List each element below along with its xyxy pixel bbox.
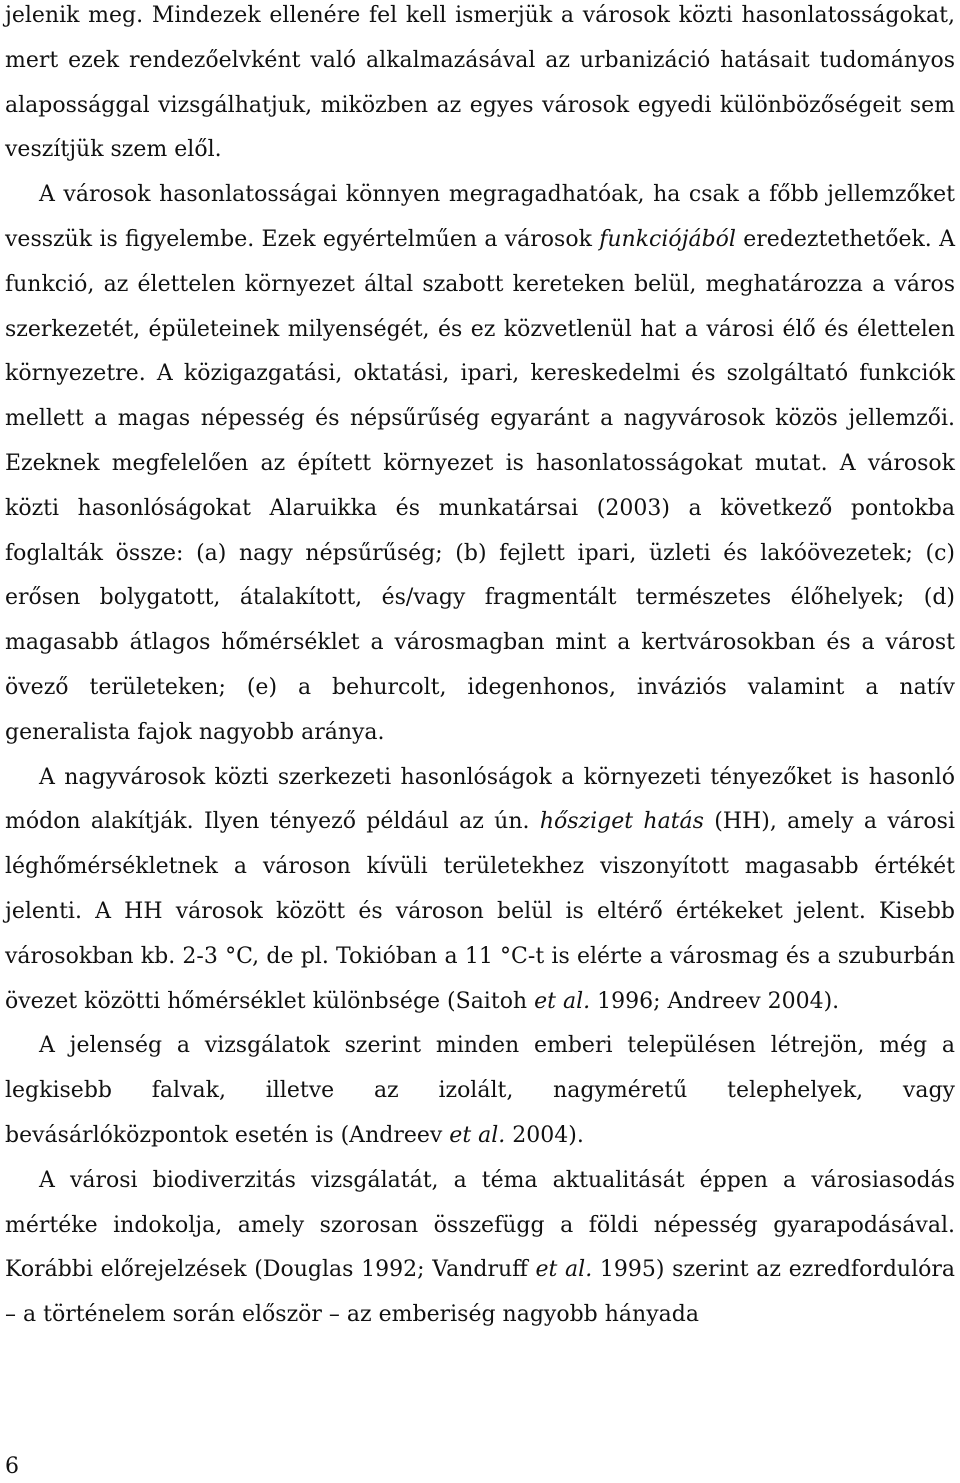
emphasis-text: et al. — [449, 1122, 506, 1148]
paragraph-heat-island — [5, 756, 955, 1025]
text-run: 2004). — [505, 1122, 584, 1148]
paragraph-urban-biodiversity — [5, 1159, 955, 1338]
emphasis-text: hősziget hatás — [539, 809, 704, 835]
emphasis-text: et al. — [535, 1257, 593, 1283]
text-run: 1995) szerint az ezredfordulóra – a történelem során először – az emberiség nagyobb hányada — [5, 1257, 956, 1328]
document-body — [5, 0, 955, 1338]
text-run: jelenik meg. Mindezek ellenére fel kell ismerjük a városok közti hasonlatosságokat, mert ezek rendezőelvként való alkalmazásával az urbanizáció hatásait tudományos alapossággal vizsgálhatjuk, miközben az egyes városok egyedi különbözőségeit sem veszítjük szem elől. — [5, 3, 955, 163]
text-run: A nagyvárosok közti szerkezeti hasonlóságok a környezeti tényezőket is hasonló módon alakítják. Ilyen tényező például az ún. — [5, 764, 955, 835]
emphasis-text: et al. — [534, 988, 591, 1014]
paragraph-continuation — [5, 0, 955, 173]
paragraph-city-similarities — [5, 173, 955, 755]
text-run: A városok hasonlatosságai könnyen megragadhatóak, ha csak a főbb jellemzőket vesszük is figyelembe. Ezek egyértelműen a városok — [5, 182, 955, 252]
emphasis-text: funkciójából — [599, 226, 736, 252]
text-run: eredeztethetőek. A funkció, az élettelen környezet által szabott kereteken belül, meghatározza a város szerkezetét, épületeinek milyenségét, és ez közvetlenül hat a városi élő és élettelen környezetre. A közigazgatási, oktatási, ipari, kereskedelmi és szolgáltató funkciók mellett a magas népesség és népsűrűség egyaránt a nagyvárosok közös jellemzői. Ezeknek megfelelően az épített környezet is hasonlatosságokat mutat. A városok közti hasonlóságokat Alaruikka és munkatársai (2003) a következő pontokba foglalták össze: (a) nagy népsűrűség; (b) fejlett ipari, üzleti és lakóövezetek; (c) erősen bolygatott, átalakított, és/vagy fragmentált természetes élőhelyek; (d) magasabb átlagos hőmérséklet a városmagban mint a kertvárosokban és a várost övező területeken; (e) a behurcolt, idegenhonos, inváziós valamint a natív generalista fajok nagyobb aránya. — [5, 226, 955, 745]
text-run: A jelenség a vizsgálatok szerint minden emberi településen létrejön, még a legkisebb falvak, illetve az izolált, nagyméretű telephelyek, vagy bevásárlóközpontok esetén is (Andreev — [5, 1033, 955, 1148]
text-run: A városi biodiverzitás vizsgálatát, a téma aktualitását éppen a városiasodás mértéke indokolja, amely szorosan összefügg a földi népesség gyarapodásával. Korábbi előrejelzések (Douglas 1992; Vandruff — [5, 1167, 955, 1283]
text-run: (HH), amely a városi léghőmérsékletnek a városon kívüli területekhez viszonyított magasabb értékét jelenti. A HH városok között és városon belül is eltérő értékeket jelent. Kisebb városokban kb. 2-3 °C, de pl. Tokióban a 11 °C-t is elérte a városmag és a szuburbán övezet közötti hőmérséklet különbsége (Saitoh — [5, 809, 955, 1014]
text-run: 1996; Andreev 2004). — [590, 988, 840, 1014]
page-number: 6 — [5, 1454, 19, 1479]
paragraph-phenomenon — [5, 1024, 955, 1158]
